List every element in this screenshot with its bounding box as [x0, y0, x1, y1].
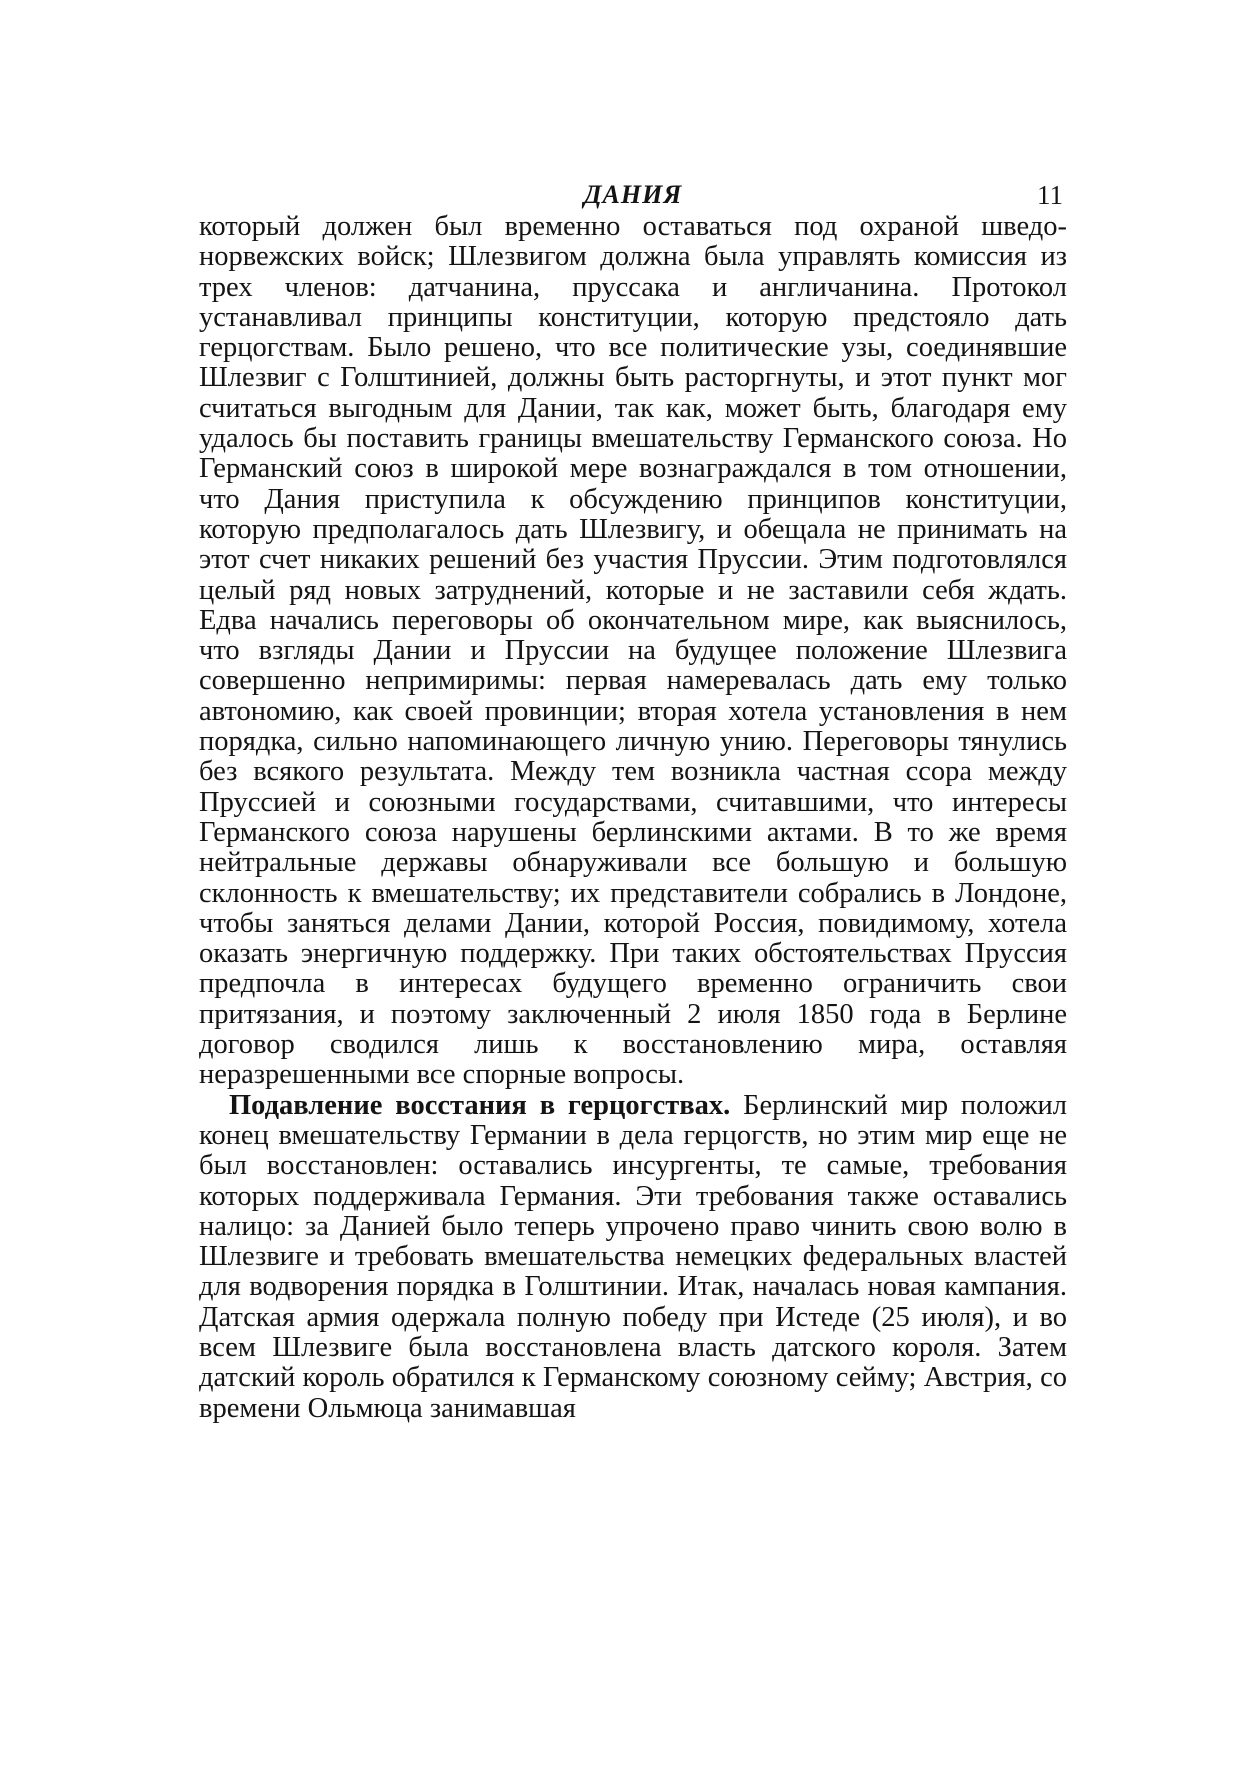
page-number: 11 [1037, 180, 1063, 210]
paragraph-1-text: который должен был временно оставаться под охраной шведонорвежских войск; Шлезвигом должна была управлять комиссия из трех членов: датчанина, пруссака и англичанина. Протокол устанавливал принципы конституции, которую предстояло дать герцогствам. Было решено, что все политические узы, соединявшие Шлезвиг с Голштинией, должны быть расторгнуты, и этот пункт мог считаться выгодным для Дании, так как, может быть, благодаря ему удалось бы поставить границы вмешательству Германского союза. Но Германский союз в широкой мере вознаграждался в том отношении, что Дания приступила к обсуждению принципов конституции, которую предполагалось дать Шлезвигу, и обещала не принимать на этот счет никаких решений без участия Пруссии. Этим подготовлялся целый ряд новых затруднений, которые и не заставили себя ждать. Едва начались переговоры об окончательном мире, как выяснилось, что взгляды Дании и Пруссии на будущее положение Шлезвига совершенно непримиримы: первая намеревалась дать ему только автономию, как своей провинции; вторая хотела установления в нем порядка, сильно напоминающего личную унию. Переговоры тянулись без всякого результата. Между тем возникла частная ссора между Пруссией и союзными государствами, считавшими, что интересы Германского союза нарушены берлинскими актами. В то же время нейтральные державы обнаруживали все большую и большую склонность к вмешательству; их представители собрались в Лондоне, чтобы заняться делами Дании, которой Россия, повидимому, хотела оказать энергичную поддержку. При таких обстоятельствах Пруссия предпочла в интересах будущего временно ограничить свои притязания, и поэтому заключенный 2 июля 1850 года в Берлине договор сводился лишь к восстановлению мира, оставляя неразрешенными все спорные вопросы. [199, 211, 1067, 1091]
running-head [199, 174, 1067, 212]
body-text [199, 212, 1067, 1424]
paragraph-2 [199, 1091, 1067, 1424]
book-page [199, 174, 1067, 1424]
paragraph-1 [199, 212, 1067, 1091]
running-title: ДАНИЯ [583, 180, 683, 209]
paragraph-2-text: Берлинский мир положил конец вмешательству Германии в дела герцогств, но этим мир еще не был восстановлен: оставались инсургенты, те самые, требования которых поддерживала Германия. Эти требования также оставались налицо: за Данией было теперь упрочено право чинить свою волю в Шлезвиге и требовать вмешательства немецких федеральных властей для водворения порядка в Голштинии. Итак, началась новая кампания. Датская армия одержала полную победу при Истеде (25 июля), и во всем Шлезвиге была восстановлена власть датского короля. Затем датский король обратился к Германскому союзному сейму; Австрия, со времени Ольмюца занимавшая [199, 1089, 1067, 1424]
section-heading: Подавление восстания в герцогствах. [229, 1089, 731, 1121]
